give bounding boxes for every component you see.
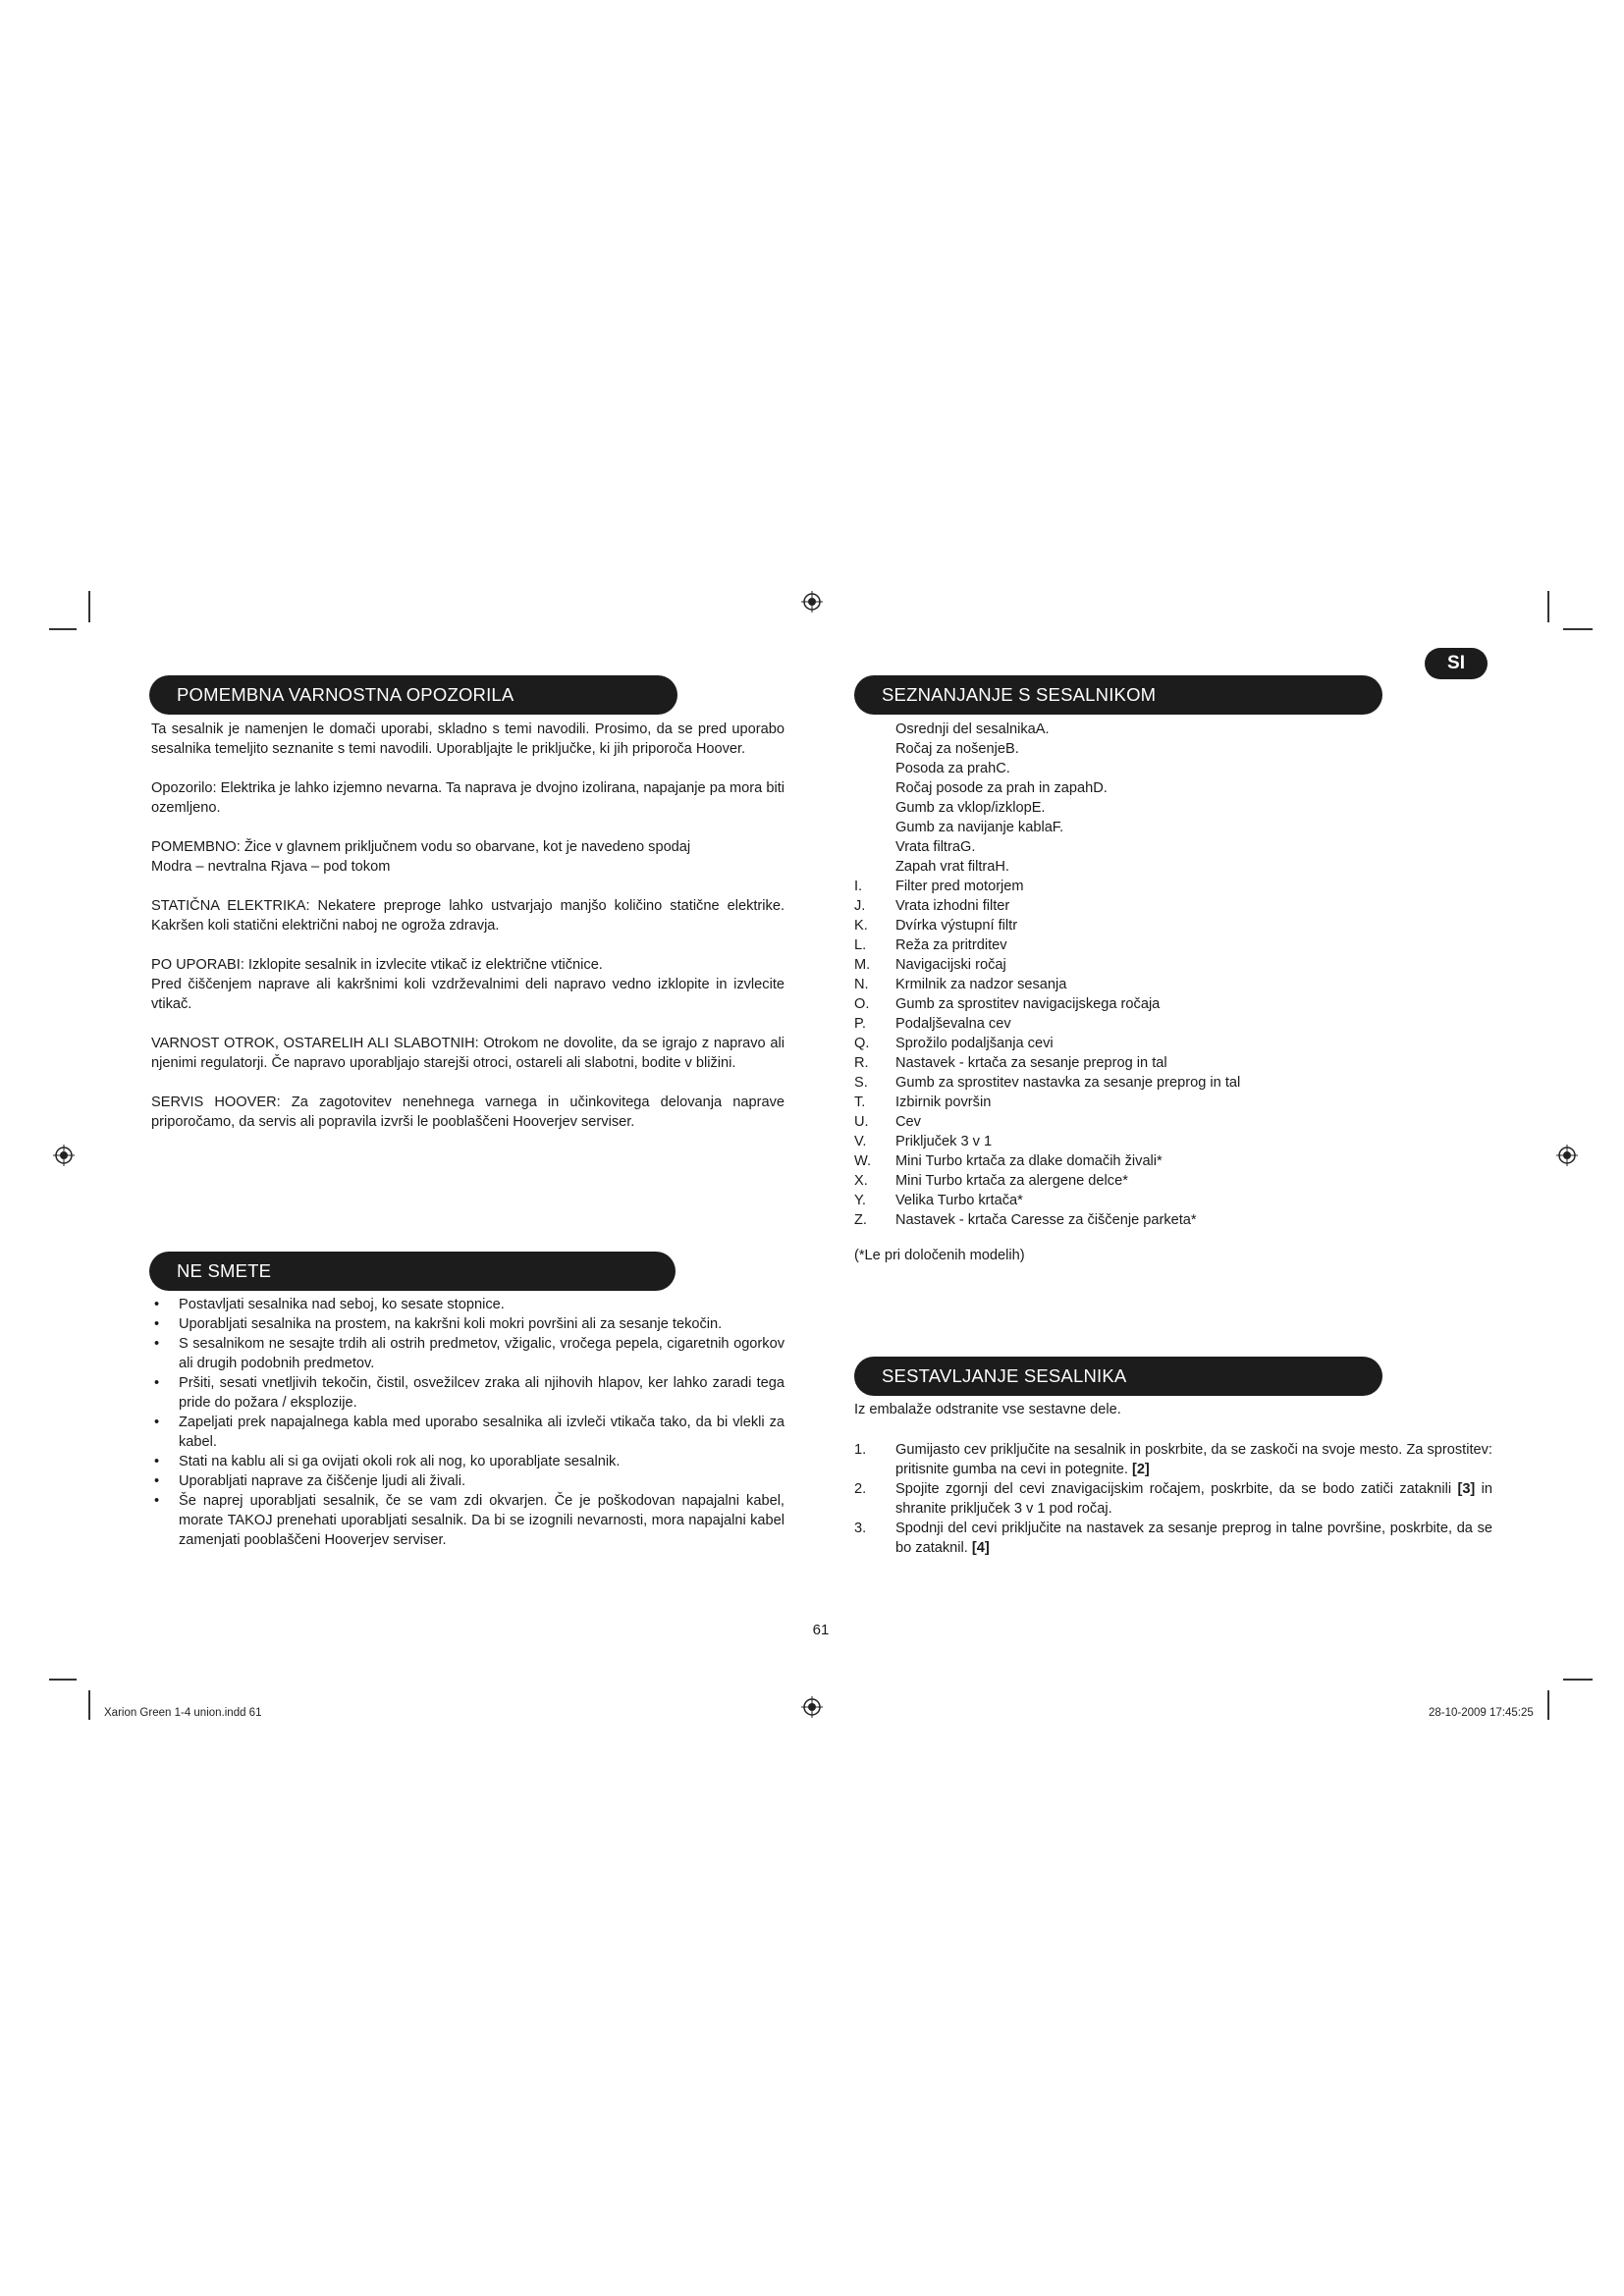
- parts-item: [854, 739, 1492, 759]
- safety-line: VARNOST OTROK, OSTARELIH ALI SLABOTNIH: Otrokom ne dovolite, da se igrajo z napravo ali njenimi regulatorji. Če napravo uporabljajo starejši otroci, ostareli ali slabotni, bodite v bližini.: [151, 1036, 785, 1071]
- figure-ref: [4]: [971, 1540, 990, 1556]
- parts-list: [854, 720, 1492, 1230]
- parts-item: [854, 759, 1492, 778]
- parts-text: Nastavek - krtača Caresse za čiščenje parketa*: [895, 1212, 1197, 1228]
- parts-text: Zapah vrat filtraH.: [895, 859, 1009, 875]
- bullet-icon: •: [154, 1473, 160, 1489]
- list-item: [151, 1491, 785, 1550]
- parts-item: [854, 778, 1492, 798]
- parts-letter: N.: [854, 977, 869, 992]
- parts-text: Sprožilo podaljšanja cevi: [895, 1036, 1054, 1051]
- assembly-intro: Iz embalaže odstranite vse sestavne dele.: [854, 1402, 1121, 1417]
- parts-item: [854, 916, 1492, 935]
- parts-letter: R.: [854, 1055, 869, 1071]
- list-item: [151, 1452, 785, 1471]
- parts-text: Mini Turbo krtača za dlake domačih živali*: [895, 1153, 1163, 1169]
- parts-text: Izbirnik površin: [895, 1095, 992, 1110]
- list-item-text: Uporabljati sesalnika na prostem, na kakršni koli mokri površini ali za sesanje tekočin.: [179, 1316, 723, 1332]
- parts-item: [854, 1073, 1492, 1093]
- registration-mark-icon: [801, 591, 823, 613]
- parts-item: [854, 818, 1492, 837]
- parts-text: Cev: [895, 1114, 921, 1130]
- crop-mark: [1547, 1690, 1549, 1720]
- assembly-steps: [854, 1440, 1492, 1558]
- dont-list: [151, 1295, 785, 1550]
- safety-paragraph: [151, 1034, 785, 1073]
- parts-letter: Q.: [854, 1036, 870, 1051]
- parts-letter: I.: [854, 879, 863, 894]
- step-text: Gumijasto cev priključite na sesalnik in poskrbite, da se zaskoči na svoje mesto. Za sprostitev: pritisnite gumba na cevi in potegnite.: [895, 1442, 1492, 1477]
- parts-text: Priključek 3 v 1: [895, 1134, 993, 1149]
- parts-item: [854, 1034, 1492, 1053]
- intro-heading: SEZNANJANJE S SESALNIKOM: [854, 675, 1382, 715]
- parts-text: Mini Turbo krtača za alergene delce*: [895, 1173, 1128, 1189]
- list-item: [151, 1413, 785, 1452]
- parts-letter: J.: [854, 898, 866, 914]
- safety-paragraph: [151, 1093, 785, 1132]
- parts-letter: L.: [854, 937, 867, 953]
- parts-item: [854, 1132, 1492, 1151]
- figure-ref: [3]: [1457, 1481, 1476, 1497]
- parts-text: Gumb za navijanje kablaF.: [895, 820, 1064, 835]
- parts-item: [854, 975, 1492, 994]
- crop-mark: [49, 1679, 77, 1681]
- parts-note: (*Le pri določenih modelih): [854, 1248, 1025, 1263]
- registration-mark-icon: [53, 1145, 75, 1166]
- parts-letter: W.: [854, 1153, 872, 1169]
- parts-item: [854, 1093, 1492, 1112]
- parts-text: Krmilnik za nadzor sesanja: [895, 977, 1067, 992]
- safety-line: PO UPORABI: Izklopite sesalnik in izvlecite vtikač iz električne vtičnice.: [151, 957, 603, 973]
- safety-paragraph: [151, 896, 785, 935]
- bullet-icon: •: [154, 1297, 160, 1312]
- parts-letter: S.: [854, 1075, 868, 1091]
- safety-paragraph: [151, 720, 785, 759]
- parts-letter: P.: [854, 1016, 866, 1032]
- parts-text: Ročaj za nošenjeB.: [895, 741, 1019, 757]
- parts-letter: V.: [854, 1134, 867, 1149]
- parts-text: Ročaj posode za prah in zapahD.: [895, 780, 1108, 796]
- parts-item: [854, 1151, 1492, 1171]
- bullet-icon: •: [154, 1415, 160, 1430]
- parts-item: [854, 1210, 1492, 1230]
- dont-heading: NE SMETE: [149, 1252, 676, 1291]
- crop-mark: [1547, 591, 1549, 622]
- safety-paragraph: [151, 837, 785, 877]
- parts-item: [854, 896, 1492, 916]
- parts-item: [854, 877, 1492, 896]
- parts-text: Filter pred motorjem: [895, 879, 1024, 894]
- crop-mark: [49, 628, 77, 630]
- list-item-text: Postavljati sesalnika nad seboj, ko sesate stopnice.: [179, 1297, 505, 1312]
- registration-mark-icon: [1556, 1145, 1578, 1166]
- parts-text: Gumb za sprostitev navigacijskega ročaja: [895, 996, 1161, 1012]
- parts-item: [854, 1014, 1492, 1034]
- parts-letter: X.: [854, 1173, 868, 1189]
- list-item-text: Pršiti, sesati vnetljivih tekočin, čistil, osvežilcev zraka ali njihovih hlapov, ker lahko zaradi tega pride do požara / eksplozije.: [179, 1375, 785, 1411]
- crop-mark: [88, 1690, 90, 1720]
- parts-letter: M.: [854, 957, 871, 973]
- parts-item: [854, 1171, 1492, 1191]
- crop-mark: [1563, 1679, 1593, 1681]
- figure-ref: [2]: [1131, 1462, 1150, 1477]
- list-item: [151, 1334, 785, 1373]
- safety-line: Ta sesalnik je namenjen le domači uporabi, skladno s temi navodili. Prosimo, da se pred uporabo sesalnika temeljito seznanite s temi navodili. Uporabljajte le priključke, ki jih priporoča Hoover.: [151, 721, 785, 757]
- safety-section: [151, 720, 785, 1132]
- parts-item: [854, 798, 1492, 818]
- parts-text: Velika Turbo krtača*: [895, 1193, 1023, 1208]
- list-item-text: Zapeljati prek napajalnega kabla med uporabo sesalnika ali izvleči vtikača tako, da bi vlekli za kabel.: [179, 1415, 785, 1450]
- step-number: 1.: [854, 1442, 867, 1458]
- parts-text: Navigacijski ročaj: [895, 957, 1006, 973]
- safety-line: Opozorilo: Elektrika je lahko izjemno nevarna. Ta naprava je dvojno izolirana, napajanje pa mora biti ozemljeno.: [151, 780, 785, 816]
- parts-item: [854, 994, 1492, 1014]
- parts-item: [854, 720, 1492, 739]
- list-item: [151, 1471, 785, 1491]
- parts-text: Posoda za prahC.: [895, 761, 1010, 776]
- list-item-text: Še naprej uporabljati sesalnik, če se vam zdi okvarjen. Če je poškodovan napajalni kabel, morate TAKOJ prenehati uporabljati sesalnik. Da bi se izognili nevarnosti, mora napajalni kabel zamenjati pooblaščeni Hooverjev serviser.: [179, 1493, 785, 1548]
- bullet-icon: •: [154, 1316, 160, 1332]
- registration-mark-icon: [801, 1696, 823, 1718]
- list-item-text: S sesalnikom ne sesajte trdih ali ostrih predmetov, vžigalic, vročega pepela, cigaretnih ogorkov ali drugih podobnih predmetov.: [179, 1336, 785, 1371]
- step-text: Spodnji del cevi priključite na nastavek za sesanje preprog in talne površine, poskrbite, da se bo zataknil.: [895, 1521, 1492, 1556]
- parts-item: [854, 857, 1492, 877]
- parts-letter: K.: [854, 918, 868, 934]
- parts-item: [854, 935, 1492, 955]
- page-number: 61: [812, 1622, 830, 1638]
- assembly-step: [854, 1479, 1492, 1519]
- assembly-step: [854, 1440, 1492, 1479]
- safety-paragraph: [151, 778, 785, 818]
- parts-text: Vrata izhodni filter: [895, 898, 1010, 914]
- parts-text: Reža za pritrditev: [895, 937, 1007, 953]
- parts-text: Vrata filtraG.: [895, 839, 976, 855]
- step-number: 2.: [854, 1481, 867, 1497]
- list-item-text: Stati na kablu ali si ga ovijati okoli rok ali nog, ko uporabljate sesalnik.: [179, 1454, 621, 1469]
- bullet-icon: •: [154, 1454, 160, 1469]
- step-text: in shranite priključek 3 v 1 pod ročaj.: [895, 1481, 1492, 1517]
- step-text: Spojite zgornji del cevi znavigacijskim ročajem, poskrbite, da se bodo zatiči zataknili: [895, 1481, 1458, 1497]
- parts-text: Podaljševalna cev: [895, 1016, 1011, 1032]
- parts-letter: Y.: [854, 1193, 866, 1208]
- safety-line: SERVIS HOOVER: Za zagotovitev nenehnega varnega in učinkovitega delovanja naprave priporočamo, da servis ali popravila izvrši le pooblaščeni Hooverjev serviser.: [151, 1095, 785, 1130]
- parts-item: [854, 1112, 1492, 1132]
- list-item: [151, 1314, 785, 1334]
- parts-item: [854, 837, 1492, 857]
- parts-text: Gumb za sprostitev nastavka za sesanje preprog in tal: [895, 1075, 1241, 1091]
- parts-text: Dvírka výstupní filtr: [895, 918, 1018, 934]
- assembly-heading: SESTAVLJANJE SESALNIKA: [854, 1357, 1382, 1396]
- safety-line: Modra – nevtralna Rjava – pod tokom: [151, 859, 391, 875]
- crop-mark: [88, 591, 90, 622]
- crop-mark: [1563, 628, 1593, 630]
- language-badge: SI: [1425, 648, 1488, 679]
- bullet-icon: •: [154, 1375, 160, 1391]
- parts-text: Gumb za vklop/izklopE.: [895, 800, 1046, 816]
- parts-item: [854, 1191, 1492, 1210]
- print-slug-left: Xarion Green 1-4 union.indd 61: [104, 1707, 262, 1719]
- parts-item: [854, 1053, 1492, 1073]
- list-item-text: Uporabljati naprave za čiščenje ljudi ali živali.: [179, 1473, 466, 1489]
- parts-letter: U.: [854, 1114, 869, 1130]
- assembly-step: [854, 1519, 1492, 1558]
- safety-line: POMEMBNO: Žice v glavnem priključnem vodu so obarvane, kot je navedeno spodaj: [151, 839, 691, 855]
- parts-text: Nastavek - krtača za sesanje preprog in tal: [895, 1055, 1167, 1071]
- safety-paragraph: [151, 955, 785, 1014]
- safety-line: STATIČNA ELEKTRIKA: Nekatere preproge lahko ustvarjajo manjšo količino statične elektrike. Kakršen koli statični električni naboj ne ogroža zdravja.: [151, 898, 785, 934]
- safety-line: Pred čiščenjem naprave ali kakršnimi koli vzdrževalnimi deli napravo vedno izklopite in izvlecite vtikač.: [151, 977, 785, 1012]
- parts-letter: T.: [854, 1095, 866, 1110]
- list-item: [151, 1295, 785, 1314]
- parts-letter: O.: [854, 996, 870, 1012]
- bullet-icon: •: [154, 1493, 160, 1509]
- safety-heading: POMEMBNA VARNOSTNA OPOZORILA: [149, 675, 677, 715]
- bullet-icon: •: [154, 1336, 160, 1352]
- parts-item: [854, 955, 1492, 975]
- parts-letter: Z.: [854, 1212, 867, 1228]
- parts-text: Osrednji del sesalnikaA.: [895, 721, 1050, 737]
- step-number: 3.: [854, 1521, 867, 1536]
- print-slug-right: 28-10-2009 17:45:25: [1429, 1707, 1534, 1719]
- list-item: [151, 1373, 785, 1413]
